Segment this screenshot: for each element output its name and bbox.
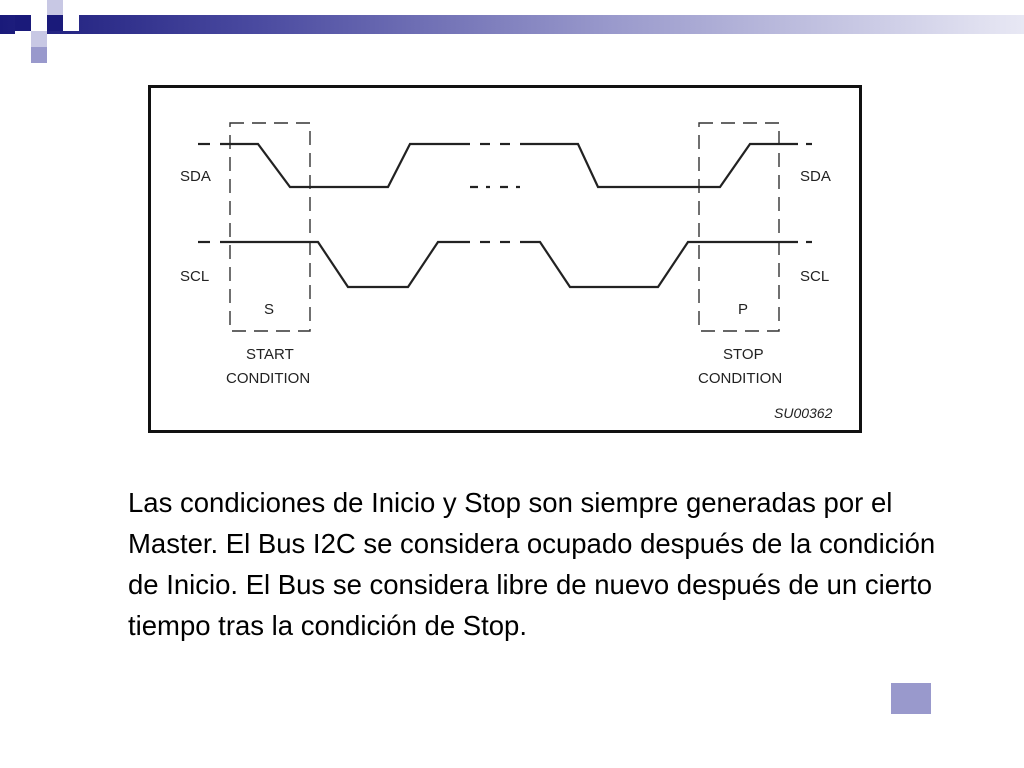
- deco-square: [63, 15, 79, 31]
- bottom-right-square: [891, 683, 931, 714]
- deco-square: [31, 31, 47, 47]
- figure-code: SU00362: [774, 405, 833, 421]
- body-paragraph: Las condiciones de Inicio y Stop son siempre generadas por el Master. El Bus I2C se considera ocupado después de la condición de Inicio. El Bus se considera libre de nuevo después de un cierto tiempo tras la condición de Stop.: [128, 487, 936, 641]
- stop-caption-line2: CONDITION: [698, 370, 783, 387]
- header-gradient-bar: [0, 15, 1024, 34]
- deco-square: [31, 47, 47, 63]
- deco-square: [15, 31, 31, 47]
- scl-left-label: SCL: [180, 268, 210, 285]
- scl-right-label: SCL: [800, 268, 830, 285]
- i2c-timing-diagram: [148, 85, 862, 433]
- corner-decoration: [0, 0, 80, 64]
- deco-square: [47, 15, 63, 31]
- sda-right-label: SDA: [800, 168, 831, 185]
- start-marker-label: S: [264, 301, 275, 318]
- deco-square: [15, 15, 31, 31]
- timing-diagram-svg: [148, 85, 862, 433]
- stop-marker-label: P: [738, 301, 749, 318]
- sda-left-label: SDA: [180, 168, 211, 185]
- start-caption-line1: START: [246, 346, 294, 363]
- deco-square: [31, 15, 47, 31]
- start-caption-line2: CONDITION: [226, 370, 311, 387]
- stop-caption-line1: STOP: [723, 346, 764, 363]
- deco-square: [47, 0, 63, 15]
- deco-square: [31, 0, 47, 15]
